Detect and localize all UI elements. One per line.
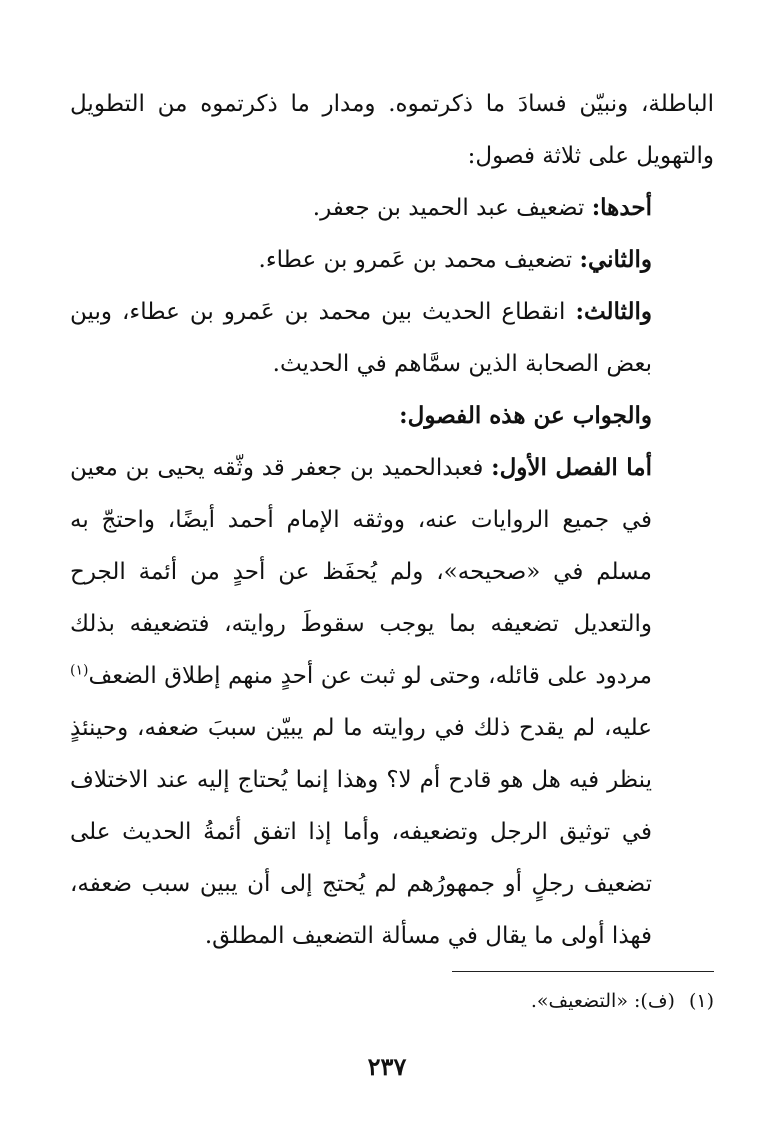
third-chapter-heading: والثالث: — [575, 298, 652, 325]
page-number: ٢٣٧ — [367, 1052, 407, 1081]
first-chapter-heading: أحدها: — [591, 194, 652, 221]
second-chapter-heading: والثاني: — [579, 246, 652, 273]
first-answer-text-b: عليه، لم يقدح ذلك في روايته ما لم يبيّن سببَ ضعفه، وحينئذٍ ينظر فيه هل هو قادح أم لا؟ وهذا إنما يُحتاج إليه عند الاختلاف في توثيق الرجل وتضعيفه، وأما إذا اتفق أئمةُ الحديث على تضعيف رجلٍ أو جمهورُهم لم يُحتج إلى أن يبين سبب ضعفه، فهذا أولى ما يقال في مسألة التضعيف المطلق. — [70, 715, 652, 949]
footnote-divider — [452, 971, 714, 972]
first-answer-heading: أما الفصل الأول: — [491, 454, 652, 481]
paragraph-first-answer — [70, 442, 714, 962]
first-chapter-text: تضعيف عبد الحميد بن جعفر. — [312, 195, 592, 221]
paragraph-intro — [70, 78, 714, 182]
paragraph-third-chapter — [70, 286, 714, 390]
paragraph-second-chapter — [70, 234, 714, 286]
first-answer-text-a: فعبدالحميد بن جعفر قد وثّقه يحيى بن معين في جميع الروايات عنه، ووثقه الإمام أحمد أيضًا، واحتجّ به مسلم في «صحيحه»، ولم يُحفَظ عن أحدٍ من أئمة الجرح والتعديل تضعيفه بما يوجب سقوطَ روايته، فتضعيفه بذلك مردود على قائله، وحتى لو ثبت عن أحدٍ منهم إطلاق الضعف — [70, 455, 652, 689]
answer-heading: والجواب عن هذه الفصول: — [399, 402, 652, 429]
main-text — [70, 78, 714, 962]
third-chapter-text: انقطاع الحديث بين محمد بن عَمرو بن عطاء، وبين بعض الصحابة الذين سمَّاهم في الحديث. — [70, 299, 652, 377]
second-chapter-text: تضعيف محمد بن عَمرو بن عطاء. — [258, 247, 580, 273]
footnote-text: (ف): «التضعيف». — [530, 990, 675, 1012]
footnote-number: (١) — [688, 990, 714, 1012]
footnote-reference[interactable]: (١) — [70, 662, 89, 679]
footnote — [70, 986, 714, 1016]
paragraph-first-chapter — [70, 182, 714, 234]
paragraph-answer-heading — [70, 390, 714, 442]
paragraph-intro-text: الباطلة، ونبيّن فسادَ ما ذكرتموه. ومدار ما ذكرتموه من التطويل والتهويل على ثلاثة فصول: — [70, 91, 714, 169]
